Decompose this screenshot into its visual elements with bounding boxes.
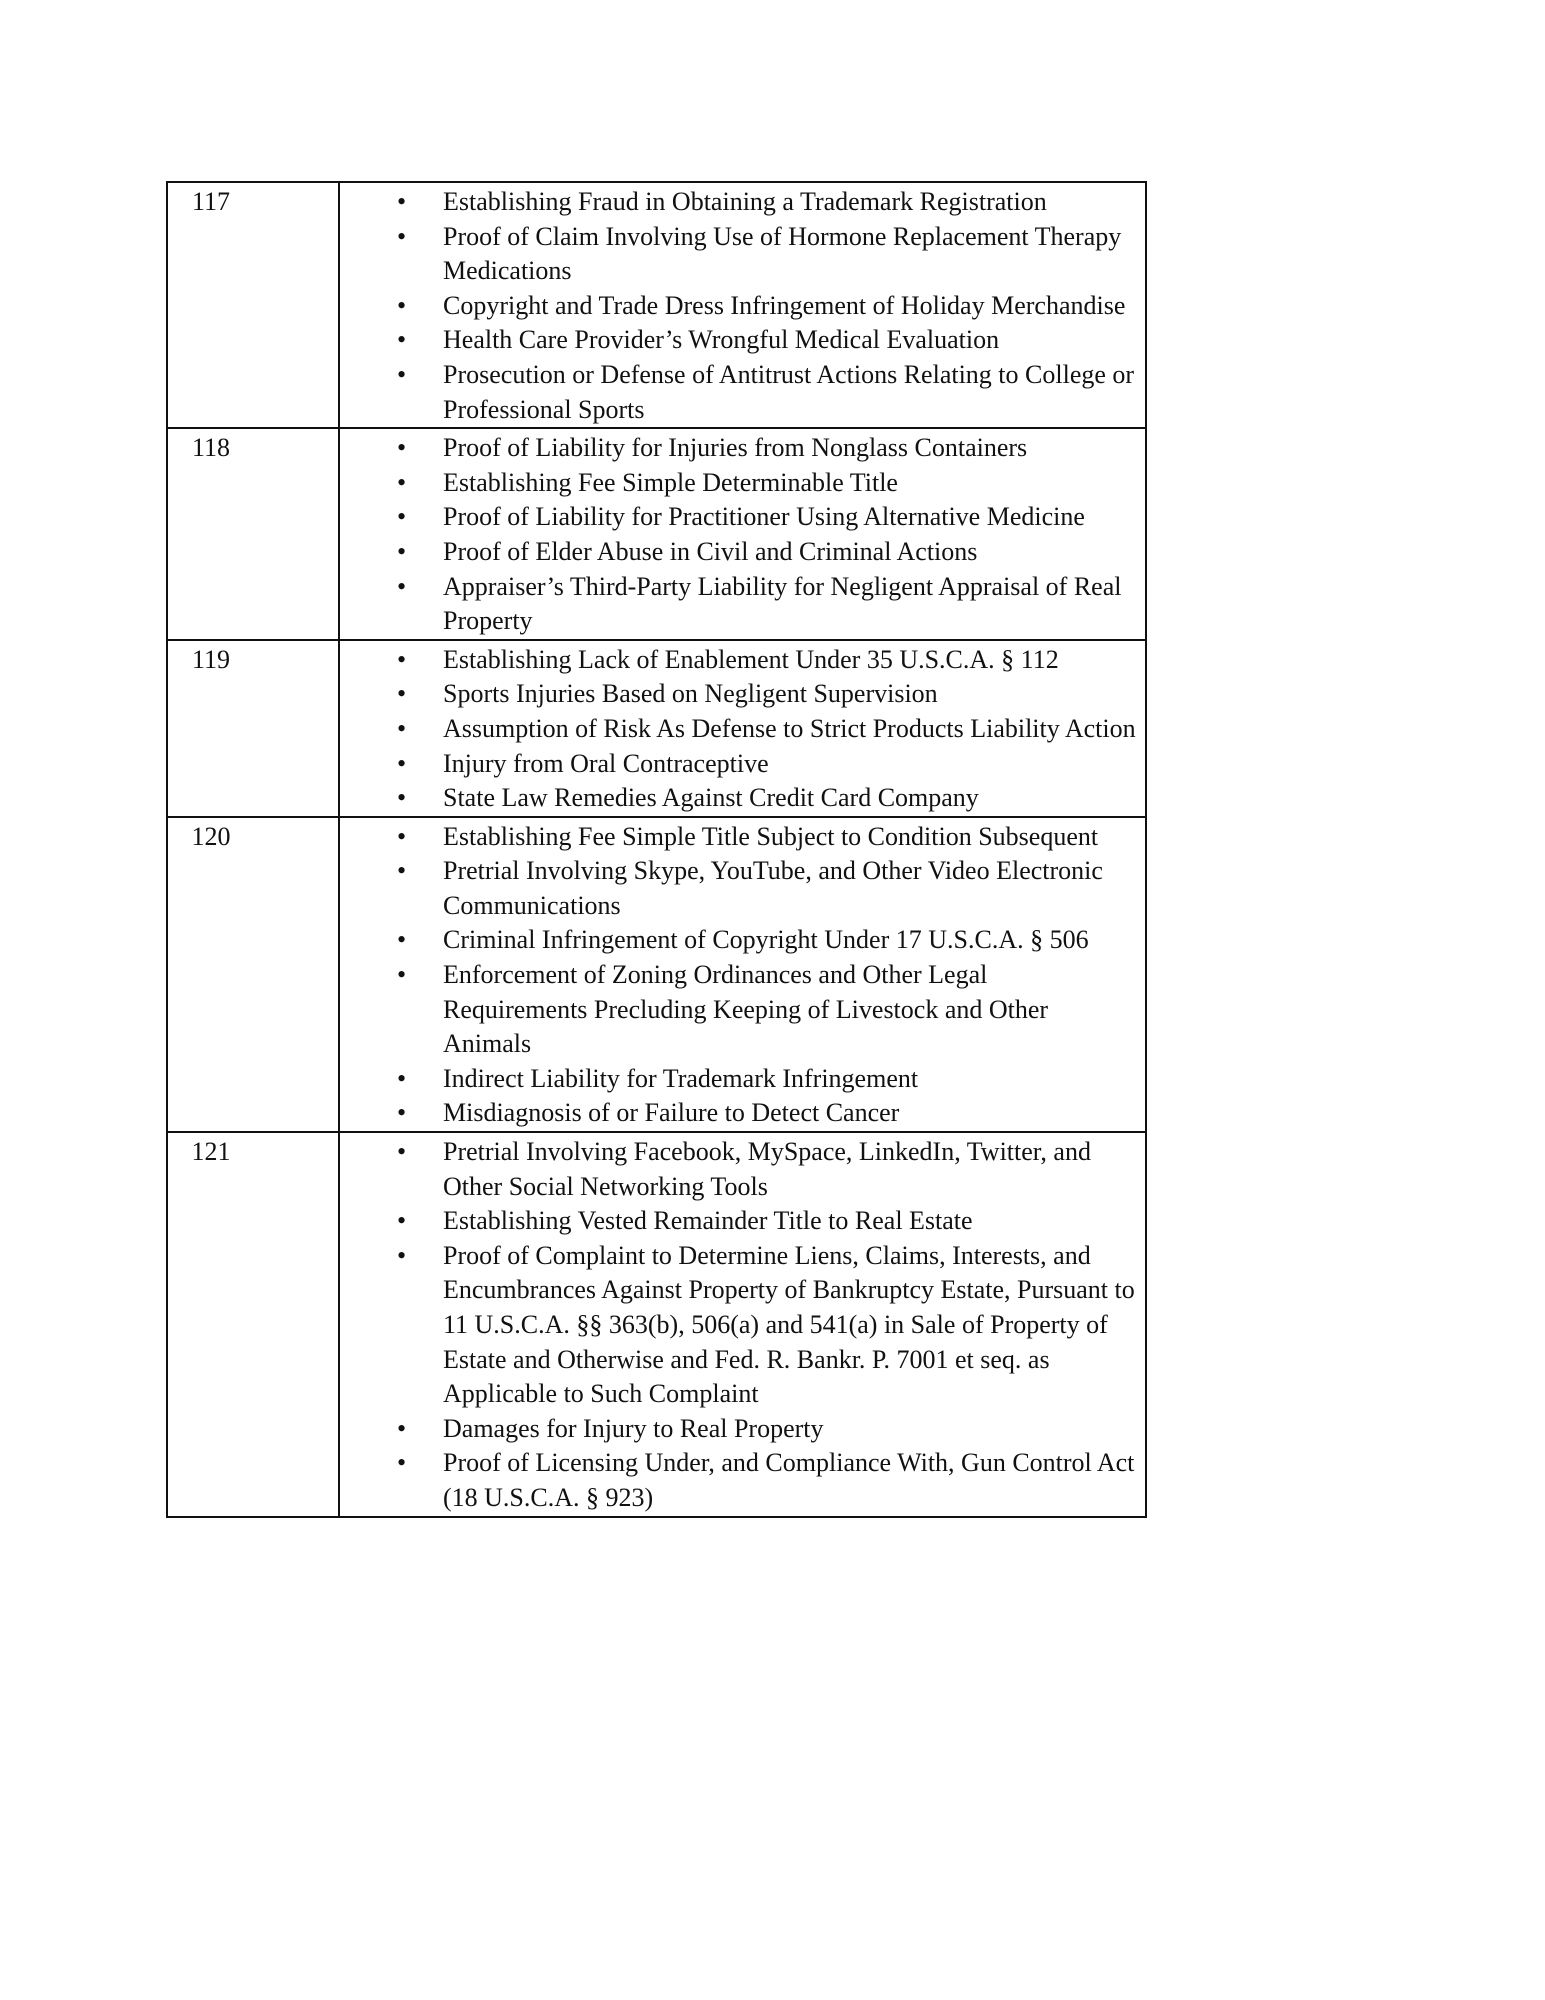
list-item bbox=[340, 1096, 1145, 1131]
table-row-121 bbox=[168, 1131, 1145, 1516]
bullet-icon: • bbox=[397, 644, 407, 674]
list-item bbox=[340, 535, 1145, 570]
bullet-icon: • bbox=[397, 1063, 407, 1093]
bullet-icon: • bbox=[397, 960, 407, 990]
bullet-icon: • bbox=[397, 783, 407, 813]
volume-number: 121 bbox=[191, 1137, 231, 1167]
topic-text: Misdiagnosis of or Failure to Detect Cancer bbox=[443, 1098, 900, 1128]
bullet-icon: • bbox=[397, 679, 407, 709]
bullet-icon: • bbox=[397, 290, 407, 320]
volume-number-cell bbox=[168, 429, 340, 639]
topic-list bbox=[340, 429, 1145, 639]
topic-text: Copyright and Trade Dress Infringement of Holiday Merchandise bbox=[443, 290, 1126, 320]
topic-text: State Law Remedies Against Credit Card Company bbox=[443, 783, 979, 813]
list-item bbox=[340, 1412, 1145, 1447]
topic-text: Proof of Complaint to Determine Liens, Claims, Interests, and Encumbrances Against Property of Bankruptcy Estate, Pursuant to 11 U.S.C.A. §§ 363(b), 506(a) and 541(a) in Sale of Property of Estate and Otherwise and Fed. R. Bankr. P. 7001 et seq. as Applicable to Such Complaint bbox=[443, 1240, 1135, 1409]
bullet-icon: • bbox=[397, 467, 407, 497]
volume-number: 117 bbox=[191, 187, 231, 216]
volume-number: 118 bbox=[191, 433, 231, 463]
list-item bbox=[340, 1446, 1145, 1515]
list-item bbox=[340, 781, 1145, 816]
bullet-icon: • bbox=[397, 1137, 407, 1167]
topic-text: Criminal Infringement of Copyright Under 17 U.S.C.A. § 506 bbox=[443, 925, 1089, 955]
volume-number-cell bbox=[168, 183, 340, 427]
list-item bbox=[340, 854, 1145, 923]
list-item bbox=[340, 220, 1145, 289]
table-row-117 bbox=[168, 183, 1145, 427]
topic-list bbox=[340, 1133, 1145, 1516]
list-item bbox=[340, 643, 1145, 678]
topic-text: Establishing Vested Remainder Title to Real Estate bbox=[443, 1206, 973, 1236]
topic-list bbox=[340, 818, 1145, 1131]
list-item bbox=[340, 1135, 1145, 1204]
list-item bbox=[340, 185, 1145, 220]
bullet-icon: • bbox=[397, 433, 407, 463]
topic-text: Pretrial Involving Facebook, MySpace, LinkedIn, Twitter, and Other Social Networking Tools bbox=[443, 1137, 1091, 1201]
topic-text: Injury from Oral Contraceptive bbox=[443, 748, 769, 778]
list-item bbox=[340, 358, 1145, 427]
bullet-icon: • bbox=[397, 925, 407, 955]
list-item bbox=[340, 1204, 1145, 1239]
bullet-icon: • bbox=[397, 1240, 407, 1270]
topic-text: Health Care Provider’s Wrongful Medical Evaluation bbox=[443, 325, 1000, 355]
topic-text: Sports Injuries Based on Negligent Supervision bbox=[443, 679, 938, 709]
list-item bbox=[340, 289, 1145, 324]
list-item bbox=[340, 820, 1145, 855]
volume-number-cell bbox=[168, 818, 340, 1131]
bullet-icon: • bbox=[397, 325, 407, 355]
volume-number: 119 bbox=[191, 644, 231, 674]
bullet-icon: • bbox=[397, 821, 407, 851]
topic-text: Pretrial Involving Skype, YouTube, and Other Video Electronic Communications bbox=[443, 856, 1103, 920]
topic-text: Assumption of Risk As Defense to Strict Products Liability Action bbox=[443, 713, 1136, 743]
list-item bbox=[340, 1239, 1145, 1412]
table-row-120 bbox=[168, 816, 1145, 1131]
list-item bbox=[340, 1062, 1145, 1097]
bullet-icon: • bbox=[397, 1098, 407, 1128]
list-item bbox=[340, 500, 1145, 535]
bullet-icon: • bbox=[397, 187, 407, 216]
bullet-icon: • bbox=[397, 571, 407, 601]
bullet-icon: • bbox=[397, 536, 407, 566]
list-item bbox=[340, 923, 1145, 958]
topic-text: Prosecution or Defense of Antitrust Actions Relating to College or Professional Sports bbox=[443, 359, 1135, 424]
bullet-icon: • bbox=[397, 1448, 407, 1478]
topic-text: Indirect Liability for Trademark Infringement bbox=[443, 1063, 919, 1093]
topic-text: Damages for Injury to Real Property bbox=[443, 1413, 824, 1443]
bullet-icon: • bbox=[397, 713, 407, 743]
bullet-icon: • bbox=[397, 1413, 407, 1443]
topic-text: Proof of Liability for Practitioner Using Alternative Medicine bbox=[443, 502, 1085, 532]
list-item bbox=[340, 570, 1145, 639]
volume-number-cell bbox=[168, 1133, 340, 1516]
list-item bbox=[340, 958, 1145, 1062]
bullet-icon: • bbox=[397, 221, 407, 251]
list-item bbox=[340, 712, 1145, 747]
topic-text: Proof of Claim Involving Use of Hormone Replacement Therapy Medications bbox=[443, 221, 1122, 286]
list-item bbox=[340, 466, 1145, 501]
volume-number-cell bbox=[168, 641, 340, 816]
topic-text: Enforcement of Zoning Ordinances and Other Legal Requirements Precluding Keeping of Livestock and Other Animals bbox=[443, 960, 1049, 1059]
topic-text: Establishing Fee Simple Title Subject to Condition Subsequent bbox=[443, 821, 1099, 851]
bullet-icon: • bbox=[397, 748, 407, 778]
volume-number: 120 bbox=[191, 821, 231, 851]
list-item bbox=[340, 431, 1145, 466]
topic-list bbox=[340, 641, 1145, 816]
topic-text: Proof of Liability for Injuries from Nonglass Containers bbox=[443, 433, 1028, 463]
table-row-118 bbox=[168, 427, 1145, 639]
list-item bbox=[340, 677, 1145, 712]
topic-text: Establishing Fraud in Obtaining a Trademark Registration bbox=[443, 187, 1047, 216]
topic-list bbox=[340, 183, 1145, 427]
topic-text: Proof of Elder Abuse in Civil and Criminal Actions bbox=[443, 536, 978, 566]
topic-text: Appraiser’s Third-Party Liability for Negligent Appraisal of Real Property bbox=[443, 571, 1122, 636]
topics-table bbox=[166, 181, 1147, 1518]
bullet-icon: • bbox=[397, 502, 407, 532]
bullet-icon: • bbox=[397, 1206, 407, 1236]
list-item bbox=[340, 323, 1145, 358]
table-row-119 bbox=[168, 639, 1145, 816]
bullet-icon: • bbox=[397, 856, 407, 886]
list-item bbox=[340, 747, 1145, 782]
topic-text: Establishing Lack of Enablement Under 35 U.S.C.A. § 112 bbox=[443, 644, 1059, 674]
topic-text: Establishing Fee Simple Determinable Title bbox=[443, 467, 898, 497]
topic-text: Proof of Licensing Under, and Compliance With, Gun Control Act (18 U.S.C.A. § 923) bbox=[443, 1448, 1135, 1512]
bullet-icon: • bbox=[397, 359, 407, 389]
